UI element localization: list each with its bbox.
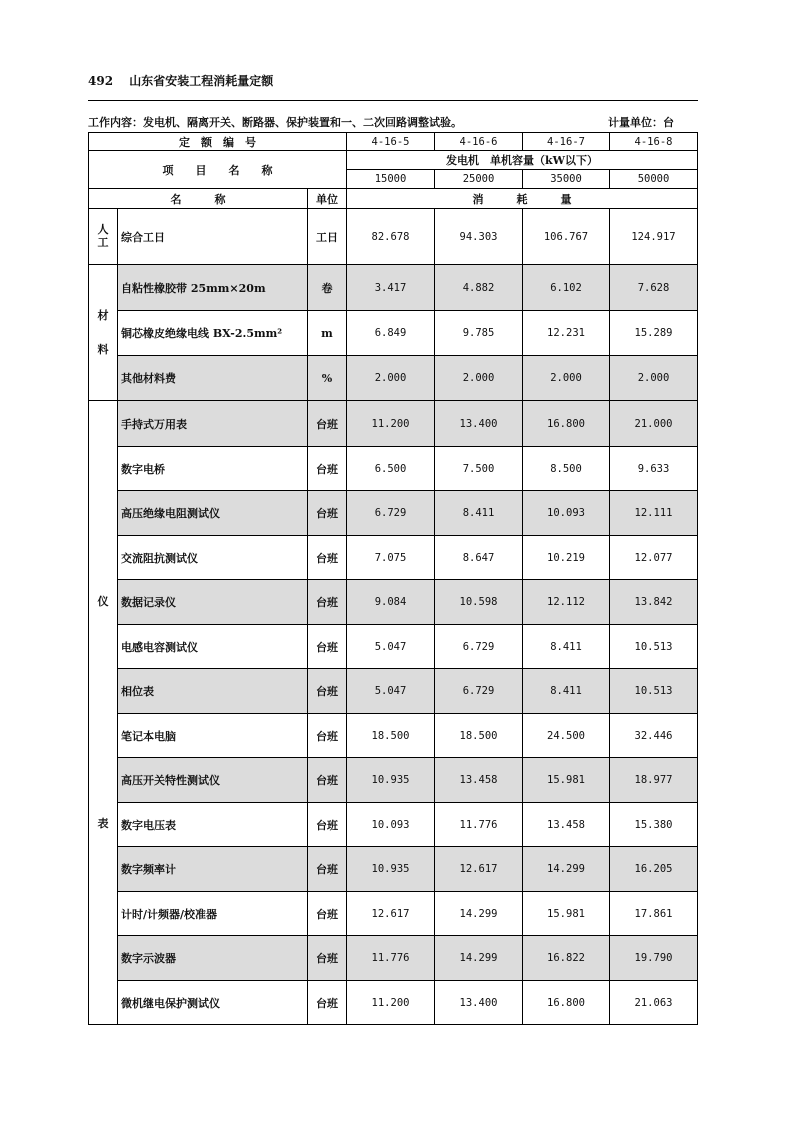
item-unit: 台班 [308,536,347,580]
consumption-value: 16.205 [610,847,698,892]
item-name: 微机继电保护测试仪 [118,981,308,1025]
consumption-value: 4.882 [435,265,523,311]
item-unit: 台班 [308,580,347,625]
table-row [89,311,698,356]
consumption-value: 10.093 [347,803,435,847]
table-row [89,580,698,625]
consumption-value: 9.633 [610,447,698,491]
consumption-value: 32.446 [610,714,698,758]
consumption-value: 21.063 [610,981,698,1025]
item-unit: 台班 [308,401,347,447]
consumption-value: 14.299 [435,936,523,981]
item-name: 高压开关特性测试仪 [118,758,308,803]
table-row [89,265,698,311]
consumption-value: 3.417 [347,265,435,311]
consumption-value: 16.822 [523,936,610,981]
item-unit: 台班 [308,625,347,669]
quota-no-label: 定 额 编 号 [89,133,347,151]
consumption-value: 7.628 [610,265,698,311]
table-row [89,758,698,803]
page-header [88,72,273,89]
item-unit: 台班 [308,936,347,981]
table-row [89,447,698,491]
consumption-value: 10.513 [610,669,698,714]
table-row [89,669,698,714]
consumption-value: 10.219 [523,536,610,580]
consumption-value: 11.200 [347,981,435,1025]
table-row [89,625,698,669]
consumption-value: 9.785 [435,311,523,356]
group-label: 仪表 [89,401,118,1025]
item-name: 数字频率计 [118,847,308,892]
consumption-value: 14.299 [435,892,523,936]
consumption-value: 15.380 [610,803,698,847]
capacity-cell: 50000 [610,170,698,189]
capacity-cell: 25000 [435,170,523,189]
consumption-value: 15.981 [523,892,610,936]
consumption-value: 14.299 [523,847,610,892]
consumption-value: 5.047 [347,625,435,669]
consumption-value: 12.231 [523,311,610,356]
consumption-value: 18.500 [347,714,435,758]
consumption-value: 2.000 [347,356,435,401]
consumption-value: 6.102 [523,265,610,311]
table-body [89,133,698,1025]
item-unit: 台班 [308,892,347,936]
item-unit: 台班 [308,758,347,803]
consumption-value: 16.800 [523,981,610,1025]
consumption-value: 6.729 [435,669,523,714]
consumption-value: 13.458 [435,758,523,803]
consumption-value: 12.617 [435,847,523,892]
consumption-value: 6.500 [347,447,435,491]
consumption-value: 11.776 [435,803,523,847]
consumption-value: 19.790 [610,936,698,981]
item-name: 其他材料费 [118,356,308,401]
item-unit: % [308,356,347,401]
code-cell: 4-16-7 [523,133,610,151]
item-unit: 工日 [308,209,347,265]
consumption-value: 11.200 [347,401,435,447]
consumption-value: 10.513 [610,625,698,669]
item-unit: 台班 [308,803,347,847]
table-row [89,892,698,936]
consumption-value: 21.000 [610,401,698,447]
item-unit: 台班 [308,669,347,714]
param-label: 发电机 单机容量（kW以下） [347,151,698,170]
consumption-value: 12.617 [347,892,435,936]
item-name: 数字示波器 [118,936,308,981]
item-unit: 卷 [308,265,347,311]
code-cell: 4-16-8 [610,133,698,151]
consumption-value: 18.977 [610,758,698,803]
table-row [89,936,698,981]
book-title: 山东省安装工程消耗量定额 [129,74,274,88]
capacity-cell: 35000 [523,170,610,189]
consumption-value: 12.112 [523,580,610,625]
column-header-row [89,189,698,209]
consumption-value: 6.729 [347,491,435,536]
consumption-value: 2.000 [523,356,610,401]
consumption-value: 124.917 [610,209,698,265]
item-name: 高压绝缘电阻测试仪 [118,491,308,536]
consumption-value: 6.849 [347,311,435,356]
consumption-value: 13.400 [435,401,523,447]
consumption-value: 13.842 [610,580,698,625]
code-cell: 4-16-5 [347,133,435,151]
group-label: 材料 [89,265,118,401]
item-name: 手持式万用表 [118,401,308,447]
table-row [89,209,698,265]
consumption-value: 13.400 [435,981,523,1025]
unit-column-header: 单位 [308,189,347,209]
consumption-value: 16.800 [523,401,610,447]
item-unit: m [308,311,347,356]
page-number: 492 [88,74,114,88]
consumption-value: 10.935 [347,847,435,892]
consumption-value: 82.678 [347,209,435,265]
table-row [89,491,698,536]
header-rule [88,100,698,101]
item-name: 笔记本电脑 [118,714,308,758]
consumption-value: 8.411 [435,491,523,536]
item-name: 数字电桥 [118,447,308,491]
consumption-value: 94.303 [435,209,523,265]
item-name: 数字电压表 [118,803,308,847]
item-name: 交流阻抗测试仪 [118,536,308,580]
consumption-value: 12.077 [610,536,698,580]
item-unit: 台班 [308,847,347,892]
group-label: 人工 [89,209,118,265]
consumption-value: 15.289 [610,311,698,356]
table-row [89,847,698,892]
consumption-value: 15.981 [523,758,610,803]
item-name: 电感电容测试仪 [118,625,308,669]
param-row [89,151,698,170]
item-unit: 台班 [308,981,347,1025]
consumption-value: 9.084 [347,580,435,625]
quota-table [88,132,698,1025]
table-row [89,714,698,758]
item-name: 铜芯橡皮绝缘电线 BX-2.5mm² [118,311,308,356]
consumption-value: 2.000 [610,356,698,401]
consumption-value: 13.458 [523,803,610,847]
item-unit: 台班 [308,714,347,758]
consumption-value: 8.411 [523,625,610,669]
consumption-value: 5.047 [347,669,435,714]
consumption-value: 8.411 [523,669,610,714]
consumption-value: 11.776 [347,936,435,981]
table-row [89,401,698,447]
consumption-value: 12.111 [610,491,698,536]
consumption-value: 24.500 [523,714,610,758]
item-name: 综合工日 [118,209,308,265]
table-row [89,536,698,580]
consumption-value: 7.075 [347,536,435,580]
consumption-value: 18.500 [435,714,523,758]
consumption-value: 10.093 [523,491,610,536]
consumption-value: 7.500 [435,447,523,491]
item-name: 自粘性橡胶带 25mm×20m [118,265,308,311]
consumption-value: 8.647 [435,536,523,580]
item-name: 相位表 [118,669,308,714]
item-name: 数据记录仪 [118,580,308,625]
measure-unit: 计量单位：台 [608,116,674,129]
consumption-header: 消 耗 量 [347,189,698,209]
consumption-value: 106.767 [523,209,610,265]
consumption-value: 17.861 [610,892,698,936]
table-row [89,356,698,401]
item-name: 计时/计频器/校准器 [118,892,308,936]
item-name-label: 项 目 名 称 [89,151,347,189]
capacity-cell: 15000 [347,170,435,189]
consumption-value: 10.598 [435,580,523,625]
work-content: 工作内容：发电机、隔离开关、断路器、保护装置和一、二次回路调整试验。 [88,116,462,129]
table-row [89,803,698,847]
consumption-value: 8.500 [523,447,610,491]
consumption-value: 2.000 [435,356,523,401]
consumption-value: 6.729 [435,625,523,669]
quota-code-row [89,133,698,151]
item-unit: 台班 [308,491,347,536]
name-column-header: 名 称 [89,189,308,209]
consumption-value: 10.935 [347,758,435,803]
table-row [89,981,698,1025]
item-unit: 台班 [308,447,347,491]
code-cell: 4-16-6 [435,133,523,151]
